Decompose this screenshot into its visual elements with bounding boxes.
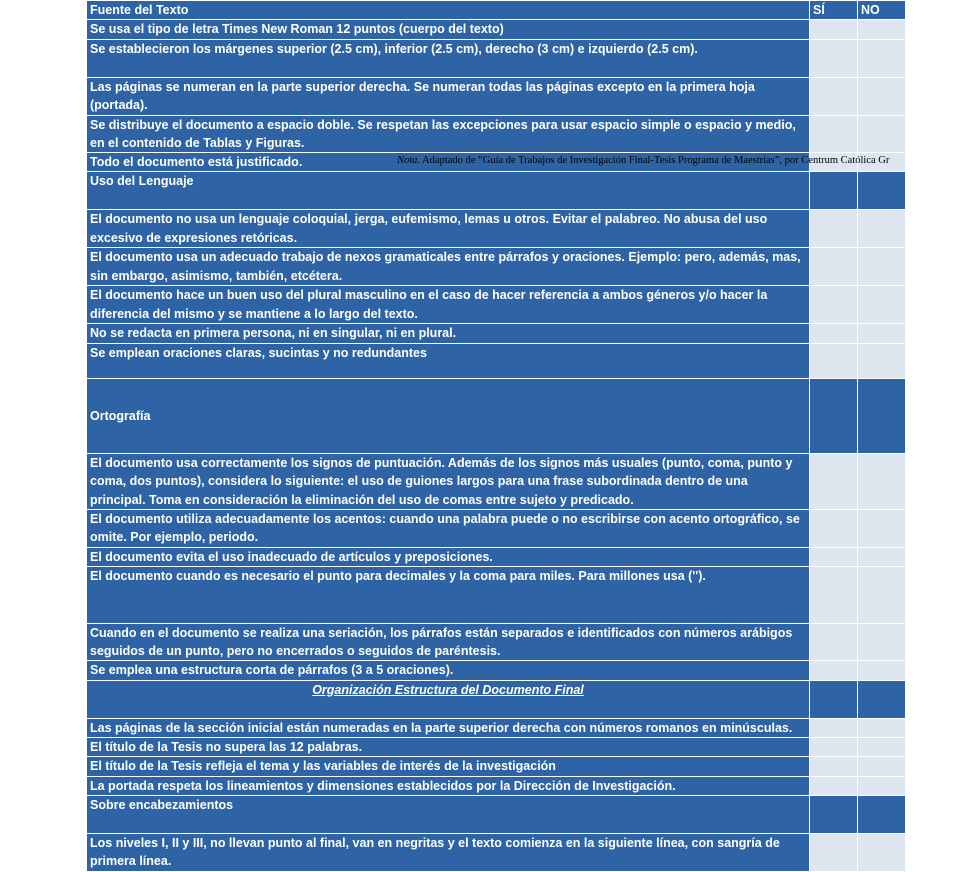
checkbox-no[interactable] xyxy=(858,210,906,248)
checkbox-no[interactable] xyxy=(858,115,906,153)
checklist-table xyxy=(86,0,906,872)
table-row xyxy=(87,39,906,77)
checkbox-yes xyxy=(810,379,858,454)
table-row xyxy=(87,566,906,623)
checkbox-no[interactable] xyxy=(858,324,906,344)
checkbox-yes[interactable] xyxy=(810,115,858,153)
section-title: Organización Estructura del Documento Final xyxy=(87,680,810,718)
section-row xyxy=(87,795,906,833)
table-row xyxy=(87,547,906,566)
criterion-text: Se usa el tipo de letra Times New Roman 12 puntos (cuerpo del texto) xyxy=(87,20,810,39)
criterion-text: El título de la Tesis refleja el tema y las variables de interés de la investigación xyxy=(87,757,810,776)
criterion-text: Se emplean oraciones claras, sucintas y no redundantes xyxy=(87,344,810,379)
table-row xyxy=(87,661,906,680)
section-row xyxy=(87,172,906,210)
checkbox-yes[interactable] xyxy=(810,286,858,324)
criterion-text: El documento usa un adecuado trabajo de nexos gramaticales entre párrafos y oraciones. Ejemplo: pero, además, mas, sin embargo, asimismo, también, etcétera. xyxy=(87,248,810,286)
checkbox-no[interactable] xyxy=(858,248,906,286)
table-row xyxy=(87,248,906,286)
section-title: Uso del Lenguaje xyxy=(87,172,810,210)
note-label: Nota. xyxy=(397,155,421,166)
checkbox-no[interactable] xyxy=(858,286,906,324)
checkbox-no[interactable] xyxy=(858,547,906,566)
checkbox-no xyxy=(858,795,906,833)
checkbox-yes[interactable] xyxy=(810,210,858,248)
checkbox-yes[interactable] xyxy=(810,248,858,286)
table-row xyxy=(87,623,906,661)
source-note xyxy=(397,155,889,167)
checkbox-no[interactable] xyxy=(858,20,906,39)
checkbox-no[interactable] xyxy=(858,661,906,680)
table-row xyxy=(87,718,906,737)
checkbox-yes xyxy=(810,680,858,718)
table-row xyxy=(87,210,906,248)
checkbox-yes[interactable] xyxy=(810,324,858,344)
checkbox-no[interactable] xyxy=(858,344,906,379)
criterion-text: Los niveles I, II y III, no llevan punto al final, van en negritas y el texto comienza en la siguiente línea, con sangría de primera línea. xyxy=(87,833,810,871)
checkbox-no[interactable] xyxy=(858,776,906,795)
table-row xyxy=(87,833,906,871)
checkbox-no[interactable] xyxy=(858,454,906,510)
criterion-text: El documento usa correctamente los signos de puntuación. Además de los signos más usuales (punto, coma, punto y coma, dos puntos), considera lo siguiente: el uso de guiones largos para una frase subordinada dentro de una principal. Toma en consideración la eliminación del uso de comas entre sujeto y predicado. xyxy=(87,454,810,510)
header-no: NO xyxy=(858,1,906,20)
checkbox-yes[interactable] xyxy=(810,77,858,115)
criterion-text: El documento evita el uso inadecuado de artículos y preposiciones. xyxy=(87,547,810,566)
checkbox-yes[interactable] xyxy=(810,454,858,510)
criterion-text: El documento utiliza adecuadamente los acentos: cuando una palabra puede o no escribirse con acento ortográfico, se omite. Por ejemplo, periodo. xyxy=(87,509,810,547)
criterion-text: El título de la Tesis no supera las 12 palabras. xyxy=(87,738,810,757)
checkbox-no[interactable] xyxy=(858,623,906,661)
table-row xyxy=(87,344,906,379)
criterion-text: El documento cuando es necesario el punto para decimales y la coma para miles. Para millones usa (''). xyxy=(87,566,810,623)
checkbox-yes xyxy=(810,172,858,210)
criterion-text: Las páginas de la sección inicial están numeradas en la parte superior derecha con números romanos en minúsculas. xyxy=(87,718,810,737)
checkbox-yes[interactable] xyxy=(810,509,858,547)
table-row xyxy=(87,757,906,776)
table-row xyxy=(87,776,906,795)
checkbox-yes[interactable] xyxy=(810,718,858,737)
criterion-text: Cuando en el documento se realiza una seriación, los párrafos están separados e identificados con números arábigos seguidos de un punto, pero no encerrados o seguidos de paréntesis. xyxy=(87,623,810,661)
checkbox-no xyxy=(858,680,906,718)
criterion-text: La portada respeta los lineamientos y dimensiones establecidos por la Dirección de Investigación. xyxy=(87,776,810,795)
table-row xyxy=(87,509,906,547)
checkbox-no[interactable] xyxy=(858,509,906,547)
checkbox-yes[interactable] xyxy=(810,738,858,757)
criterion-text: Se distribuye el documento a espacio doble. Se respetan las excepciones para usar espacio simple o espacio y medio, en el contenido de Tablas y Figuras. xyxy=(87,115,810,153)
criterion-text: El documento no usa un lenguaje coloquial, jerga, eufemismo, lemas u otros. Evitar el palabreo. No abusa del uso excesivo de expresiones retóricas. xyxy=(87,210,810,248)
checkbox-yes[interactable] xyxy=(810,20,858,39)
table-row xyxy=(87,738,906,757)
checkbox-yes[interactable] xyxy=(810,833,858,871)
criterion-text: No se redacta en primera persona, ni en singular, ni en plural. xyxy=(87,324,810,344)
checkbox-yes[interactable] xyxy=(810,566,858,623)
checkbox-yes[interactable] xyxy=(810,661,858,680)
checkbox-yes xyxy=(810,795,858,833)
section-title: Ortografía xyxy=(87,379,810,454)
header-yes: SÍ xyxy=(810,1,858,20)
checkbox-yes[interactable] xyxy=(810,623,858,661)
table-row xyxy=(87,20,906,39)
table-row xyxy=(87,324,906,344)
checkbox-no[interactable] xyxy=(858,718,906,737)
checkbox-no xyxy=(858,379,906,454)
checkbox-yes[interactable] xyxy=(810,344,858,379)
checkbox-no xyxy=(858,172,906,210)
section-row xyxy=(87,379,906,454)
checkbox-no[interactable] xyxy=(858,566,906,623)
header-title: Fuente del Texto xyxy=(87,1,810,20)
checkbox-no[interactable] xyxy=(858,833,906,871)
table-row xyxy=(87,454,906,510)
checkbox-no[interactable] xyxy=(858,39,906,77)
checkbox-yes[interactable] xyxy=(810,757,858,776)
checkbox-yes[interactable] xyxy=(810,547,858,566)
criterion-text: Las páginas se numeran en la parte superior derecha. Se numeran todas las páginas excepto en la primera hoja (portada). xyxy=(87,77,810,115)
note-text: Adaptado de “Guía de Trabajos de Investigación Final-Tesis Programa de Maestrías”, por Centrum Católica Gr xyxy=(420,155,890,166)
section-title: Sobre encabezamientos xyxy=(87,795,810,833)
checkbox-yes[interactable] xyxy=(810,39,858,77)
table-row xyxy=(87,115,906,153)
header-row xyxy=(87,1,906,20)
checkbox-yes[interactable] xyxy=(810,776,858,795)
section-row xyxy=(87,680,906,718)
criterion-text: Se emplea una estructura corta de párrafos (3 a 5 oraciones). xyxy=(87,661,810,680)
checkbox-no[interactable] xyxy=(858,757,906,776)
criterion-text: El documento hace un buen uso del plural masculino en el caso de hacer referencia a ambos géneros y/o hacer la diferencia del mismo y se mantiene a lo largo del texto. xyxy=(87,286,810,324)
table-row xyxy=(87,286,906,324)
criterion-text: Todo el documento está justificado. xyxy=(87,153,810,172)
checkbox-no[interactable] xyxy=(858,738,906,757)
table-row xyxy=(87,77,906,115)
criterion-text: Se establecieron los márgenes superior (2.5 cm), inferior (2.5 cm), derecho (3 cm) e izquierdo (2.5 cm). xyxy=(87,39,810,77)
checkbox-no[interactable] xyxy=(858,77,906,115)
